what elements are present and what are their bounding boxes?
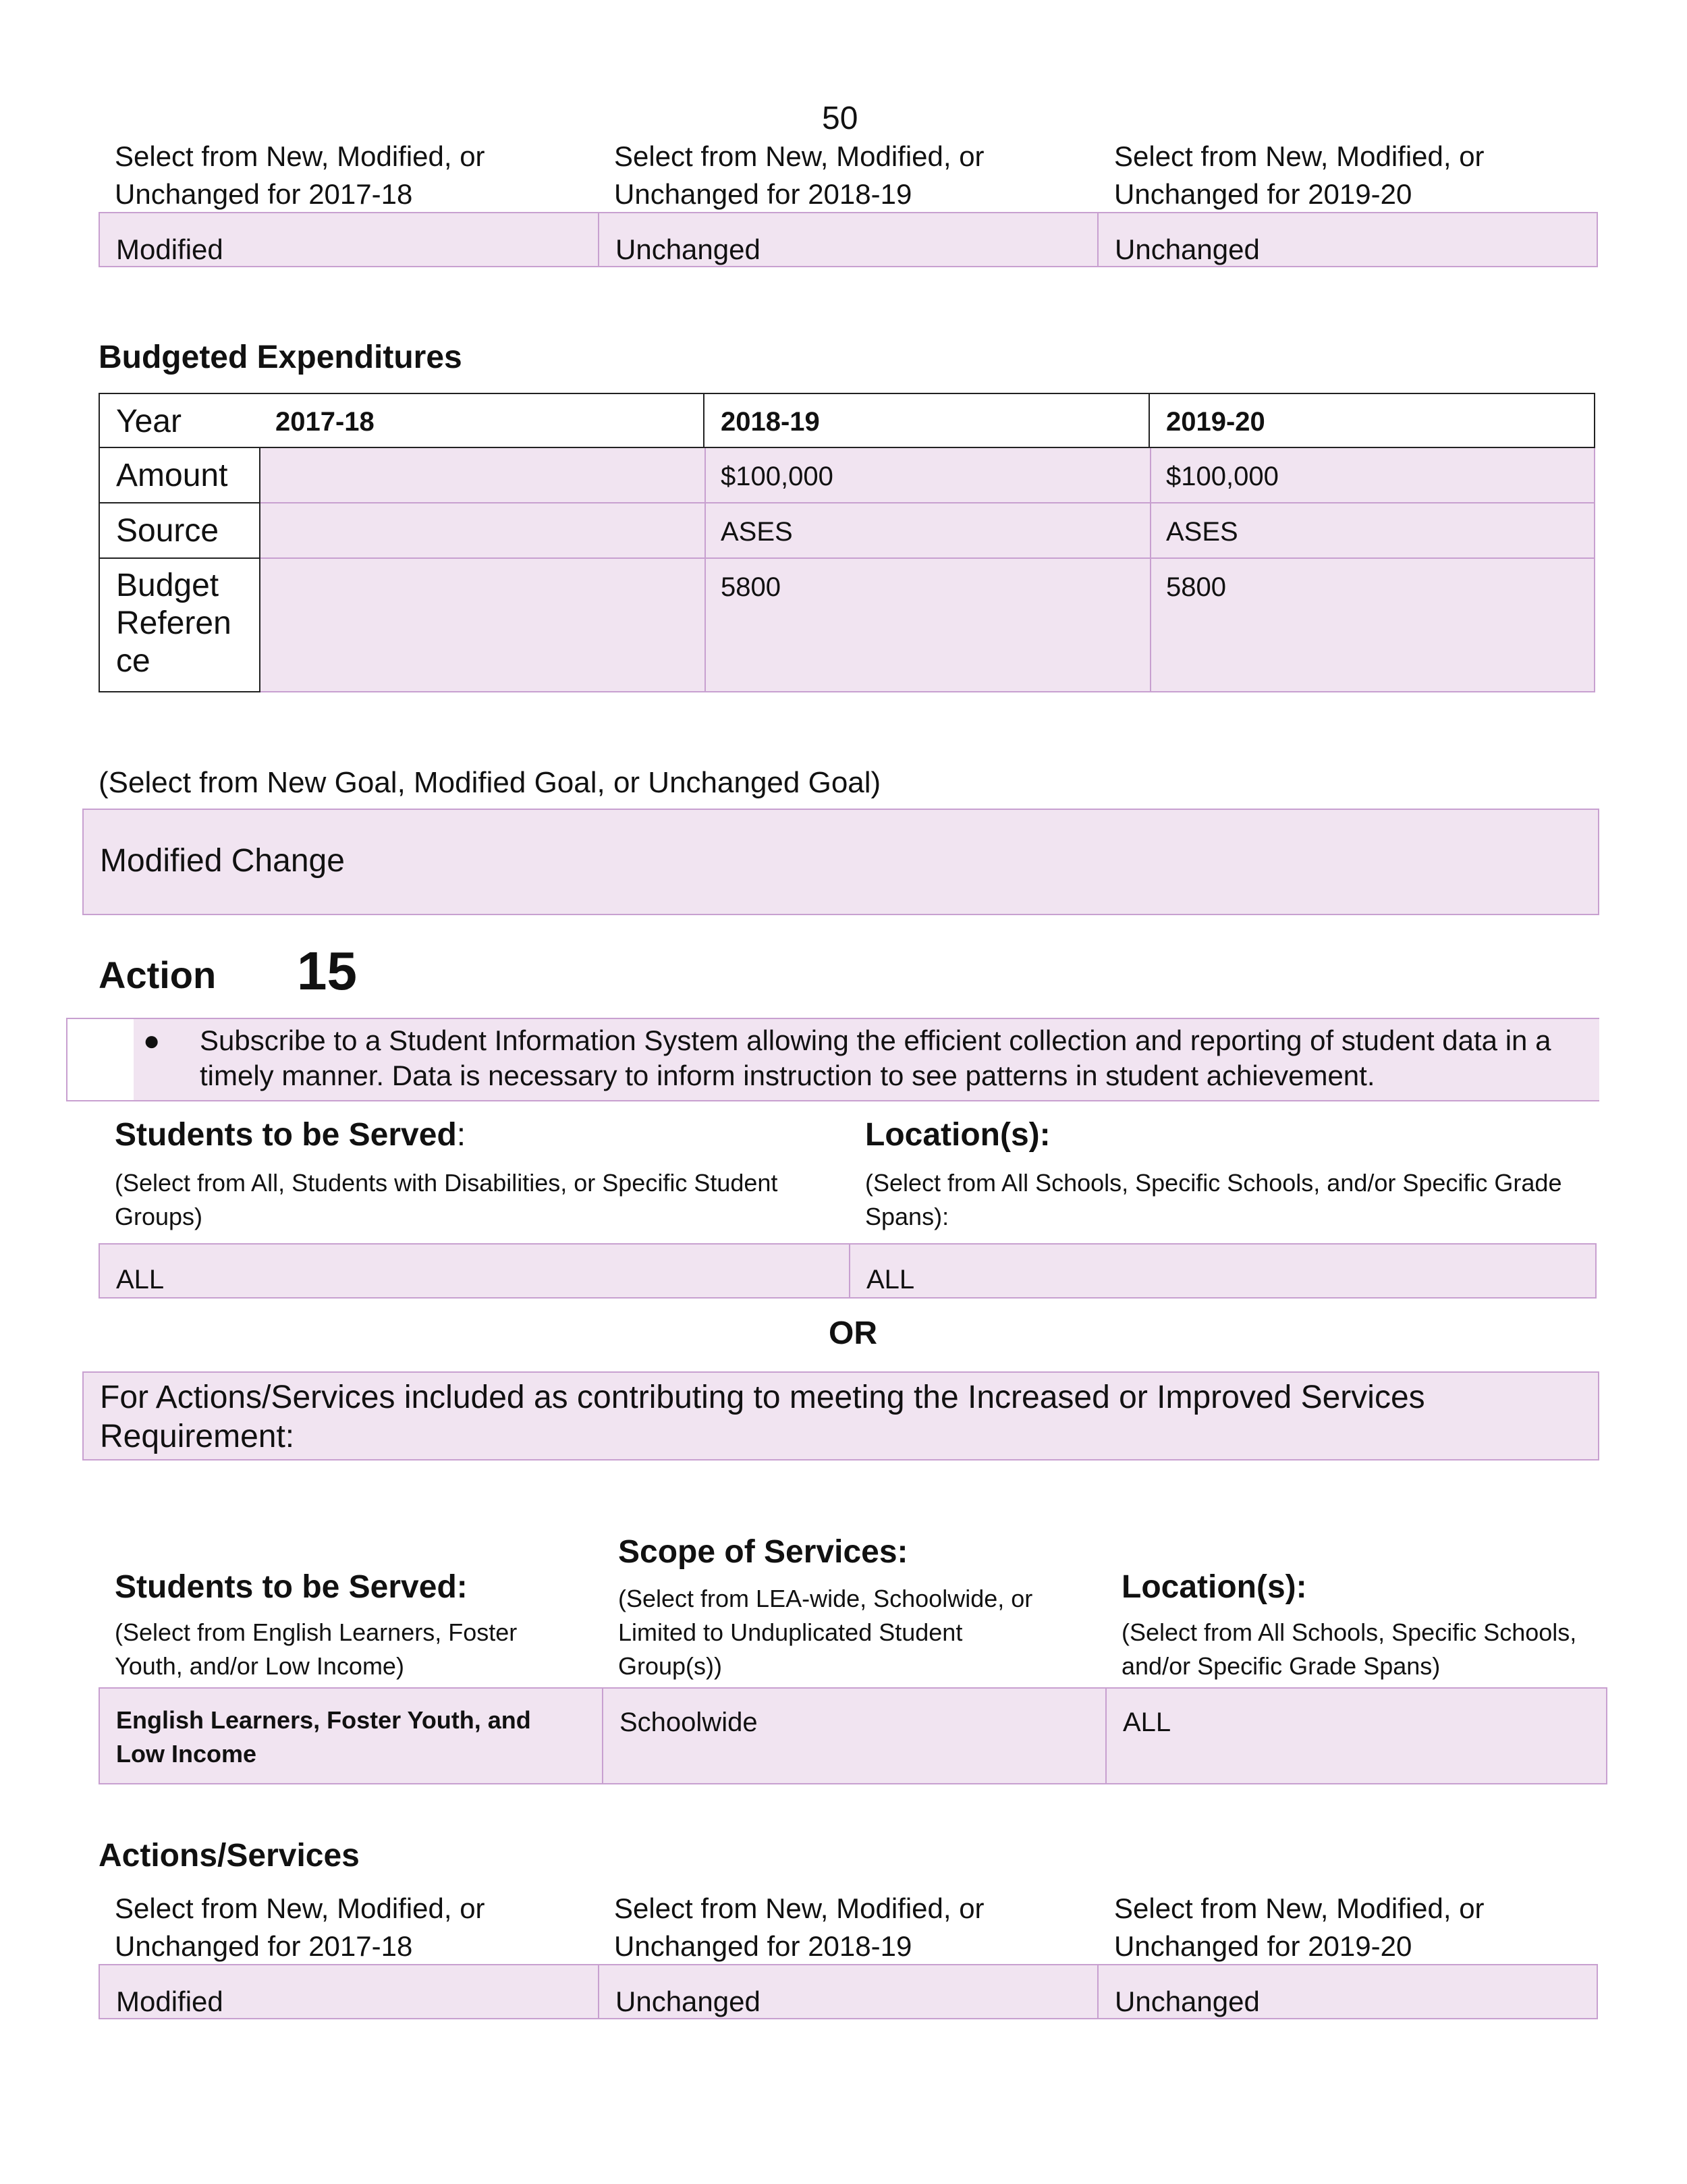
action-status-2019-20[interactable]: Unchanged [1097,212,1598,267]
services-status-2017-18[interactable]: Modified [99,1964,599,2019]
services-header-2019-20: Select from New, Modified, or Unchanged for 2019-20 [1114,1892,1485,1962]
increased-services-box: For Actions/Services included as contributing to meeting the Increased or Improved Services Requirement: [82,1371,1599,1460]
budget-source-2017-18[interactable] [260,503,706,559]
budget-label-reference: Budget Referen ce [99,559,260,692]
unduplicated-location-title: Location(s): [1122,1569,1307,1605]
budget-amount-2018-19[interactable]: $100,000 [706,448,1151,503]
budget-amount-2017-18[interactable] [260,448,706,503]
budget-amount-2019-20[interactable]: $100,000 [1151,448,1595,503]
services-header-2018-19: Select from New, Modified, or Unchanged for 2018-19 [614,1892,985,1962]
goal-status[interactable]: Modified Change [82,809,1599,915]
services-header-2017-18: Select from New, Modified, or Unchanged for 2017-18 [115,1892,485,1962]
students-served-colon: : [456,1117,466,1153]
budget-reference-2018-19[interactable]: 5800 [706,559,1151,692]
page-number: 50 [822,101,858,136]
action-description: Subscribe to a Student Information System allowing the efficient collection and reporting of student data in a timely manner. Data is necessary to inform instruction to see patterns in student achievement. [200,1025,1551,1091]
budget-source-2018-19[interactable]: ASES [706,503,1151,559]
budget-year-2018-19: 2018-19 [704,393,1150,448]
unduplicated-location-value[interactable]: ALL [1105,1687,1607,1784]
scope-value[interactable]: Schoolwide [602,1687,1107,1784]
location-hint: (Select from All Schools, Specific Schools, and/or Specific Grade Spans): [865,1169,1562,1230]
budget-reference-2017-18[interactable] [260,559,706,692]
unduplicated-location-hint: (Select from All Schools, Specific Schools, and/or Specific Grade Spans) [1122,1618,1577,1680]
location-title: Location(s): [865,1117,1051,1153]
unduplicated-students-value[interactable]: English Learners, Foster Youth, and Low Income [99,1687,603,1784]
students-served-title [115,1115,466,1155]
goal-instruction: (Select from New Goal, Modified Goal, or Unchanged Goal) [99,766,881,799]
action-status-2018-19[interactable]: Unchanged [598,212,1099,267]
services-status-2018-19[interactable]: Unchanged [598,1964,1099,2019]
action-label: Action [99,954,217,996]
budget-reference-2019-20[interactable]: 5800 [1151,559,1595,692]
budget-title: Budgeted Expenditures [99,339,462,375]
budget-year-2017-18: 2017-18 [259,393,704,448]
budget-source-2019-20[interactable]: ASES [1151,503,1595,559]
budget-year-2019-20: 2019-20 [1150,393,1595,448]
unduplicated-students-hint: (Select from English Learners, Foster Youth, and/or Low Income) [115,1618,518,1680]
location-value[interactable]: ALL [849,1243,1597,1299]
budget-table [99,393,1595,692]
action-header-2019-20: Select from New, Modified, or Unchanged for 2019-20 [1114,140,1485,210]
services-status-2019-20[interactable]: Unchanged [1097,1964,1598,2019]
budget-label-amount: Amount [99,448,260,503]
unduplicated-students-title: Students to be Served: [115,1569,468,1605]
action-status-2017-18[interactable]: Modified [99,212,599,267]
scope-hint: (Select from LEA-wide, Schoolwide, or Limited to Unduplicated Student Group(s)) [618,1585,1033,1680]
action-header-2017-18: Select from New, Modified, or Unchanged for 2017-18 [115,140,485,210]
action-header-2018-19: Select from New, Modified, or Unchanged for 2018-19 [614,140,985,210]
budget-label-source: Source [99,503,260,559]
scope-title: Scope of Services: [618,1534,908,1570]
students-served-title-text: Students to be Served [115,1117,457,1153]
students-served-hint: (Select from All, Students with Disabilities, or Specific Student Groups) [115,1169,778,1230]
or-separator: OR [829,1315,877,1351]
bullet-icon: ● [143,1025,161,1056]
actions-services-title: Actions/Services [99,1838,360,1874]
students-served-value[interactable]: ALL [99,1243,850,1299]
budget-label-year: Year [99,393,260,448]
action-description-box[interactable] [66,1018,1599,1101]
action-number: 15 [297,941,357,1001]
